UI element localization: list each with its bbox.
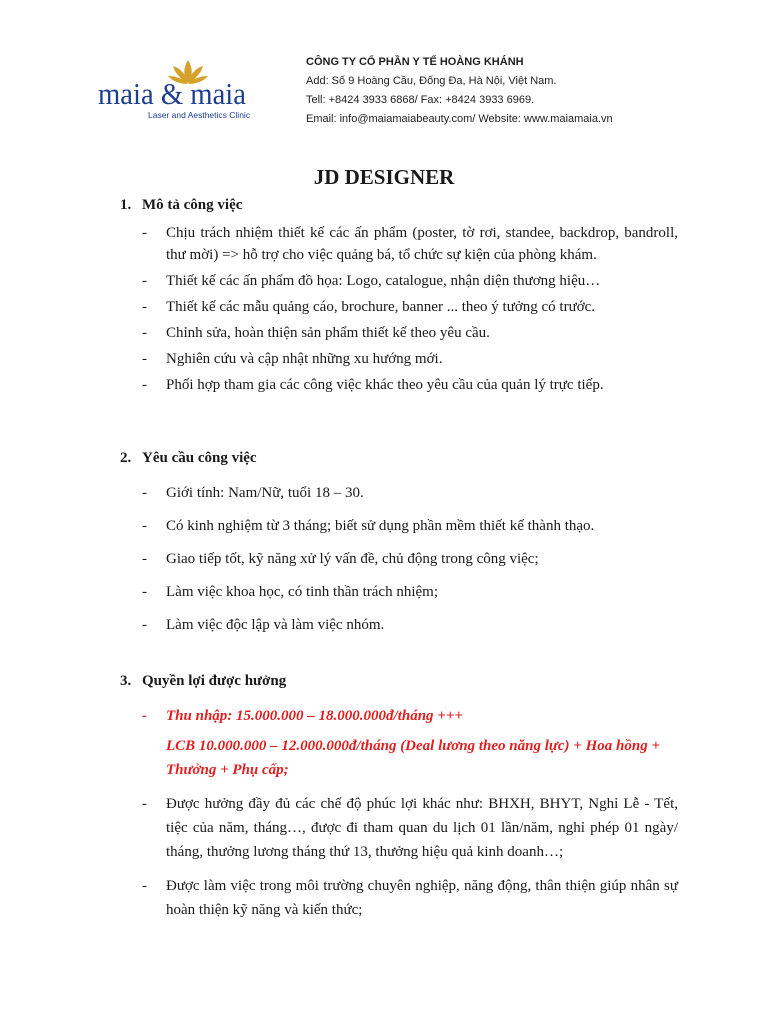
list-item: - Giao tiếp tốt, kỹ năng xử lý vấn đề, chủ động trong công việc; [142,551,539,567]
list-item: - Làm việc khoa học, có tinh thần trách nhiệm; [142,584,438,600]
logo-tagline: Laser and Aesthetics Clinic [148,110,251,120]
benefits-list [142,704,678,922]
job-requirements-list [142,482,678,636]
list-item: - Thiết kế các ấn phẩm đồ họa: Logo, catalogue, nhận diện thương hiệu… [142,273,601,289]
section-title: Quyền lợi được hưởng [142,673,287,689]
section-number: 2. [120,450,132,466]
list-item: - Giới tính: Nam/Nữ, tuổi 18 – 30. [142,485,364,501]
section-number: 1. [120,197,132,213]
company-name: CÔNG TY CỔ PHẦN Y TẾ HOÀNG KHÁNH [306,56,524,68]
list-item: - Được hưởng đầy đủ các chế độ phúc lợi khác như: BHXH, BHYT, Nghỉ Lễ - Tết, tiệc của năm, tháng…, được đi tham quan du lịch 01 lần/năm, nghỉ phép 01 ngày/ tháng, thưởng lương tháng thứ 13, thưởng hiệu quả kinh doanh…; [142,796,678,860]
company-email: Email: info@maiamaiabeauty.com/ Website: www.maiamaia.vn [306,113,613,125]
list-item: - Làm việc độc lập và làm việc nhóm. [142,617,385,633]
company-info [306,53,613,129]
list-item: - Chịu trách nhiệm thiết kế các ấn phẩm (poster, tờ rơi, standee, backdrop, bandroll, thư mời) => hỗ trợ cho việc quảng bá, tổ chức sự kiện của phòng khám. [142,225,678,263]
section-heading-2 [120,450,257,467]
list-item: - Thiết kế các mẫu quảng cáo, brochure, banner ... theo ý tưởng có trước. [142,299,596,315]
company-address: Add: Số 9 Hoàng Cầu, Đống Đa, Hà Nội, Việt Nam. [306,75,557,87]
section-number: 3. [120,673,132,689]
section-title: Mô tả công việc [142,197,243,213]
list-item: - Nghiên cứu và cập nhật những xu hướng mới. [142,351,443,367]
list-item: - Được làm việc trong môi trường chuyên nghiệp, năng động, thân thiện giúp nhân sự hoàn thiện kỹ năng và kiến thức; [142,878,678,918]
income-text: Thu nhập: 15.000.000 – 18.000.000đ/tháng +++ [166,708,463,724]
page-title: JD DESIGNER [313,165,455,189]
salary-highlight [142,734,678,782]
company-logo [98,56,278,122]
salary-text: LCB 10.000.000 – 12.000.000đ/tháng (Deal lương theo năng lực) + Hoa hồng + Thưởng + Phụ cấp; [166,738,660,778]
income-highlight: - Thu nhập: 15.000.000 – 18.000.000đ/tháng +++ [142,708,463,724]
company-phone: Tell: +8424 3933 6868/ Fax: +8424 3933 6969. [306,94,535,106]
list-item: - Có kinh nghiệm từ 3 tháng; biết sử dụng phần mềm thiết kế thành thạo. [142,518,595,534]
job-description-list [142,222,678,396]
section-heading-1 [120,197,242,214]
logo-wordmark: maia & maia [98,76,247,111]
section-heading-3 [120,673,286,690]
list-item: - Phối hợp tham gia các công việc khác theo yêu cầu của quản lý trực tiếp. [142,377,604,393]
list-item: - Chỉnh sửa, hoàn thiện sản phẩm thiết kế theo yêu cầu. [142,325,490,341]
section-title: Yêu cầu công việc [142,450,257,466]
